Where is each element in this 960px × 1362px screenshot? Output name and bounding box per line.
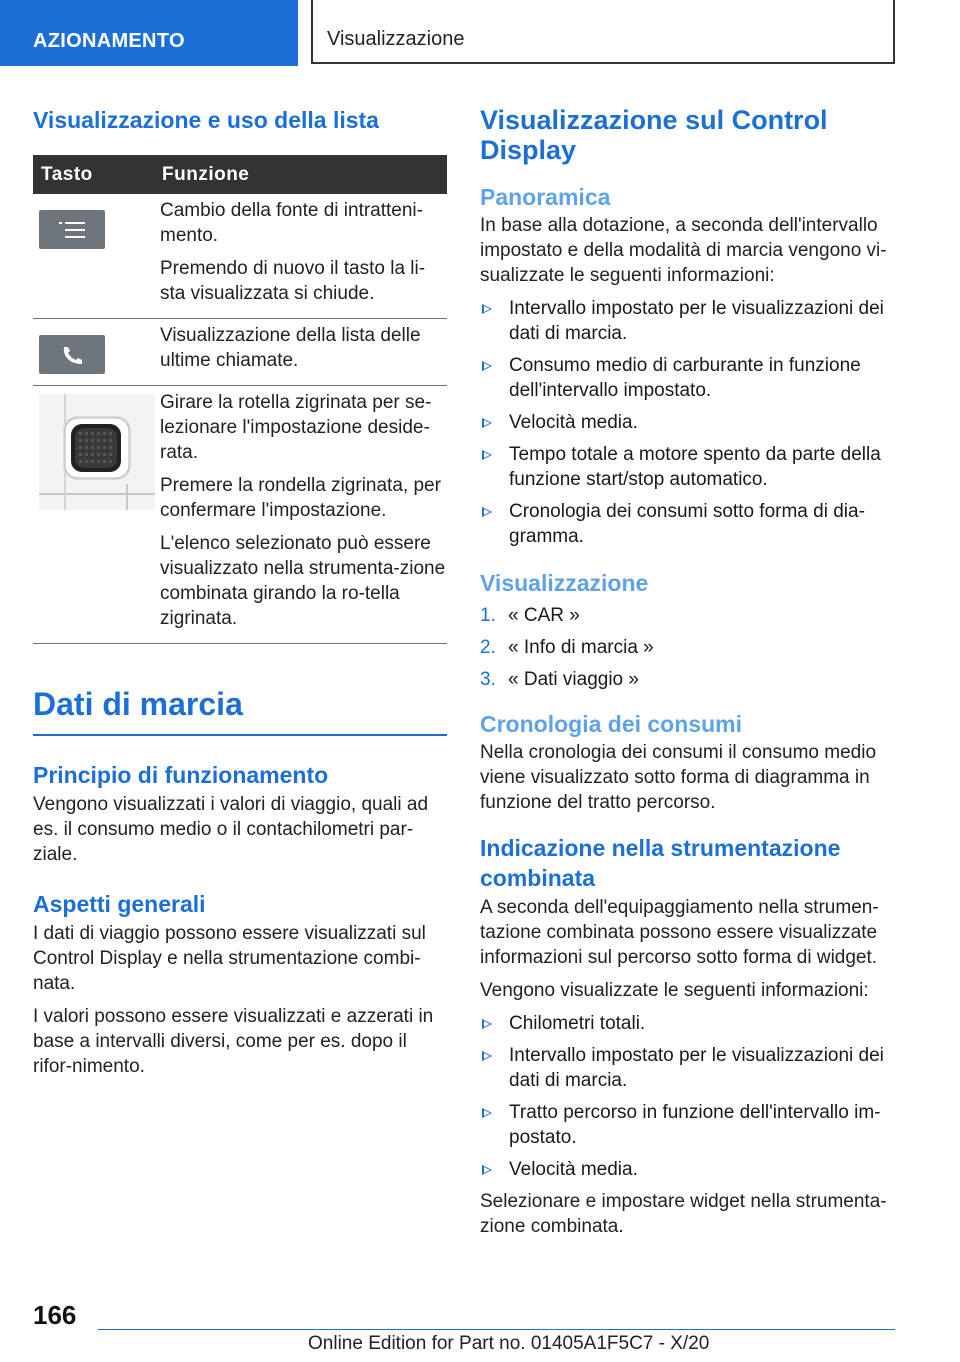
phone-icon bbox=[39, 335, 105, 374]
list-icon bbox=[39, 210, 105, 249]
table-header-funzione: Funzione bbox=[160, 155, 447, 194]
panoramica-title: Panoramica bbox=[480, 184, 611, 210]
right-column bbox=[480, 100, 894, 1239]
visualizzazione-title: Visualizzazione bbox=[480, 570, 649, 596]
list-item: Intervallo impostato per le visualizzazioni dei dati di marcia. bbox=[480, 1043, 894, 1093]
left-column bbox=[33, 100, 447, 1079]
bullet-triangle-icon bbox=[482, 450, 492, 460]
list-item: Velocità media. bbox=[480, 410, 894, 435]
indicazione-list bbox=[480, 1011, 894, 1182]
table-header-tasto: Tasto bbox=[33, 155, 160, 194]
page-number: 166 bbox=[33, 1300, 77, 1330]
list-item: Tempo totale a motore spento da parte della funzione start/stop automatico. bbox=[480, 442, 894, 492]
list-item: Intervallo impostato per le visualizzazioni dei dati di marcia. bbox=[480, 296, 894, 346]
table-row bbox=[33, 386, 447, 644]
indicazione-title: Indicazione nella strumentazione combinata bbox=[480, 835, 841, 891]
chapter-title: Visualizzazione bbox=[311, 0, 895, 64]
aspetti-text1: I dati di viaggio possono essere visualizzati sul Control Display e nella strumentazione combi-nata. bbox=[33, 923, 426, 994]
bullet-triangle-icon bbox=[482, 1108, 492, 1118]
list-item: Chilometri totali. bbox=[480, 1011, 894, 1036]
list-item: Tratto percorso in funzione dell'intervallo im-postato. bbox=[480, 1100, 894, 1150]
list-section-title: Visualizzazione e uso della lista bbox=[33, 107, 379, 133]
page-header bbox=[0, 0, 960, 66]
list-item: 2. « Info di marcia » bbox=[480, 637, 654, 658]
bullet-triangle-icon bbox=[482, 304, 492, 314]
thumbwheel-icon bbox=[39, 394, 155, 510]
list-item: Velocità media. bbox=[480, 1157, 894, 1182]
principio-title: Principio di funzionamento bbox=[33, 762, 329, 788]
steps-list bbox=[480, 603, 894, 692]
panoramica-list bbox=[480, 296, 894, 549]
title-divider bbox=[33, 734, 447, 736]
bullet-triangle-icon bbox=[482, 507, 492, 517]
footer-divider bbox=[98, 1329, 895, 1330]
indicazione-text2: Vengono visualizzate le seguenti informazioni: bbox=[480, 980, 869, 1001]
list-item: 1. « CAR » bbox=[480, 605, 580, 626]
list-item: Consumo medio di carburante in funzione dell'intervallo impostato. bbox=[480, 353, 894, 403]
section-tab: AZIONAMENTO bbox=[0, 0, 298, 66]
list-item: 3. « Dati viaggio » bbox=[480, 669, 639, 690]
bullet-triangle-icon bbox=[482, 1051, 492, 1061]
row2-text1: Visualizzazione della lista delle ultime chiamate. bbox=[160, 325, 421, 371]
principio-text: Vengono visualizzati i valori di viaggio, quali ad es. il consumo medio o il contachilometri par-ziale. bbox=[33, 794, 429, 865]
row3-text3: L'elenco selezionato può essere visualizzato nella strumenta-zione combinata girando la ro-tella zigrinata. bbox=[160, 533, 446, 629]
row1-text1: Cambio della fonte di intratteni-mento. bbox=[160, 200, 423, 246]
panoramica-text: In base alla dotazione, a seconda dell'intervallo impostato e della modalità di marcia vengono vi-sualizzate le seguenti informazioni: bbox=[480, 215, 887, 286]
bullet-triangle-icon bbox=[482, 361, 492, 371]
aspetti-title: Aspetti generali bbox=[33, 891, 206, 917]
dati-title: Dati di marcia bbox=[33, 686, 243, 722]
indicazione-text1: A seconda dell'equipaggiamento nella strumen-tazione combinata possono essere visualizzate informazioni sul percorso sotto forma di widget. bbox=[480, 897, 879, 968]
cd-title: Visualizzazione sul Control Display bbox=[480, 105, 828, 165]
bullet-triangle-icon bbox=[482, 1165, 492, 1175]
aspetti-text2: I valori possono essere visualizzati e azzerati in base a intervalli diversi, come per es. dopo il rifor-nimento. bbox=[33, 1006, 434, 1077]
bullet-triangle-icon bbox=[482, 1019, 492, 1029]
cronologia-title: Cronologia dei consumi bbox=[480, 711, 742, 737]
cronologia-text: Nella cronologia dei consumi il consumo medio viene visualizzato sotto forma di diagramma in funzione del tratto percorso. bbox=[480, 742, 877, 813]
bullet-triangle-icon bbox=[482, 418, 492, 428]
row1-text2: Premendo di nuovo il tasto la li-sta visualizzata si chiude. bbox=[160, 258, 426, 304]
list-item: Cronologia dei consumi sotto forma di dia-gramma. bbox=[480, 499, 894, 549]
table-row bbox=[33, 319, 447, 386]
footer-edition: Online Edition for Part no. 01405A1F5C7 - X/20 bbox=[308, 1333, 710, 1354]
row3-text1: Girare la rotella zigrinata per se-lezionare l'impostazione deside-rata. bbox=[160, 392, 432, 463]
keys-table bbox=[33, 155, 447, 644]
indicazione-text3: Selezionare e impostare widget nella strumenta-zione combinata. bbox=[480, 1191, 887, 1237]
table-row bbox=[33, 194, 447, 319]
row3-text2: Premere la rondella zigrinata, per confermare l'impostazione. bbox=[160, 475, 441, 521]
